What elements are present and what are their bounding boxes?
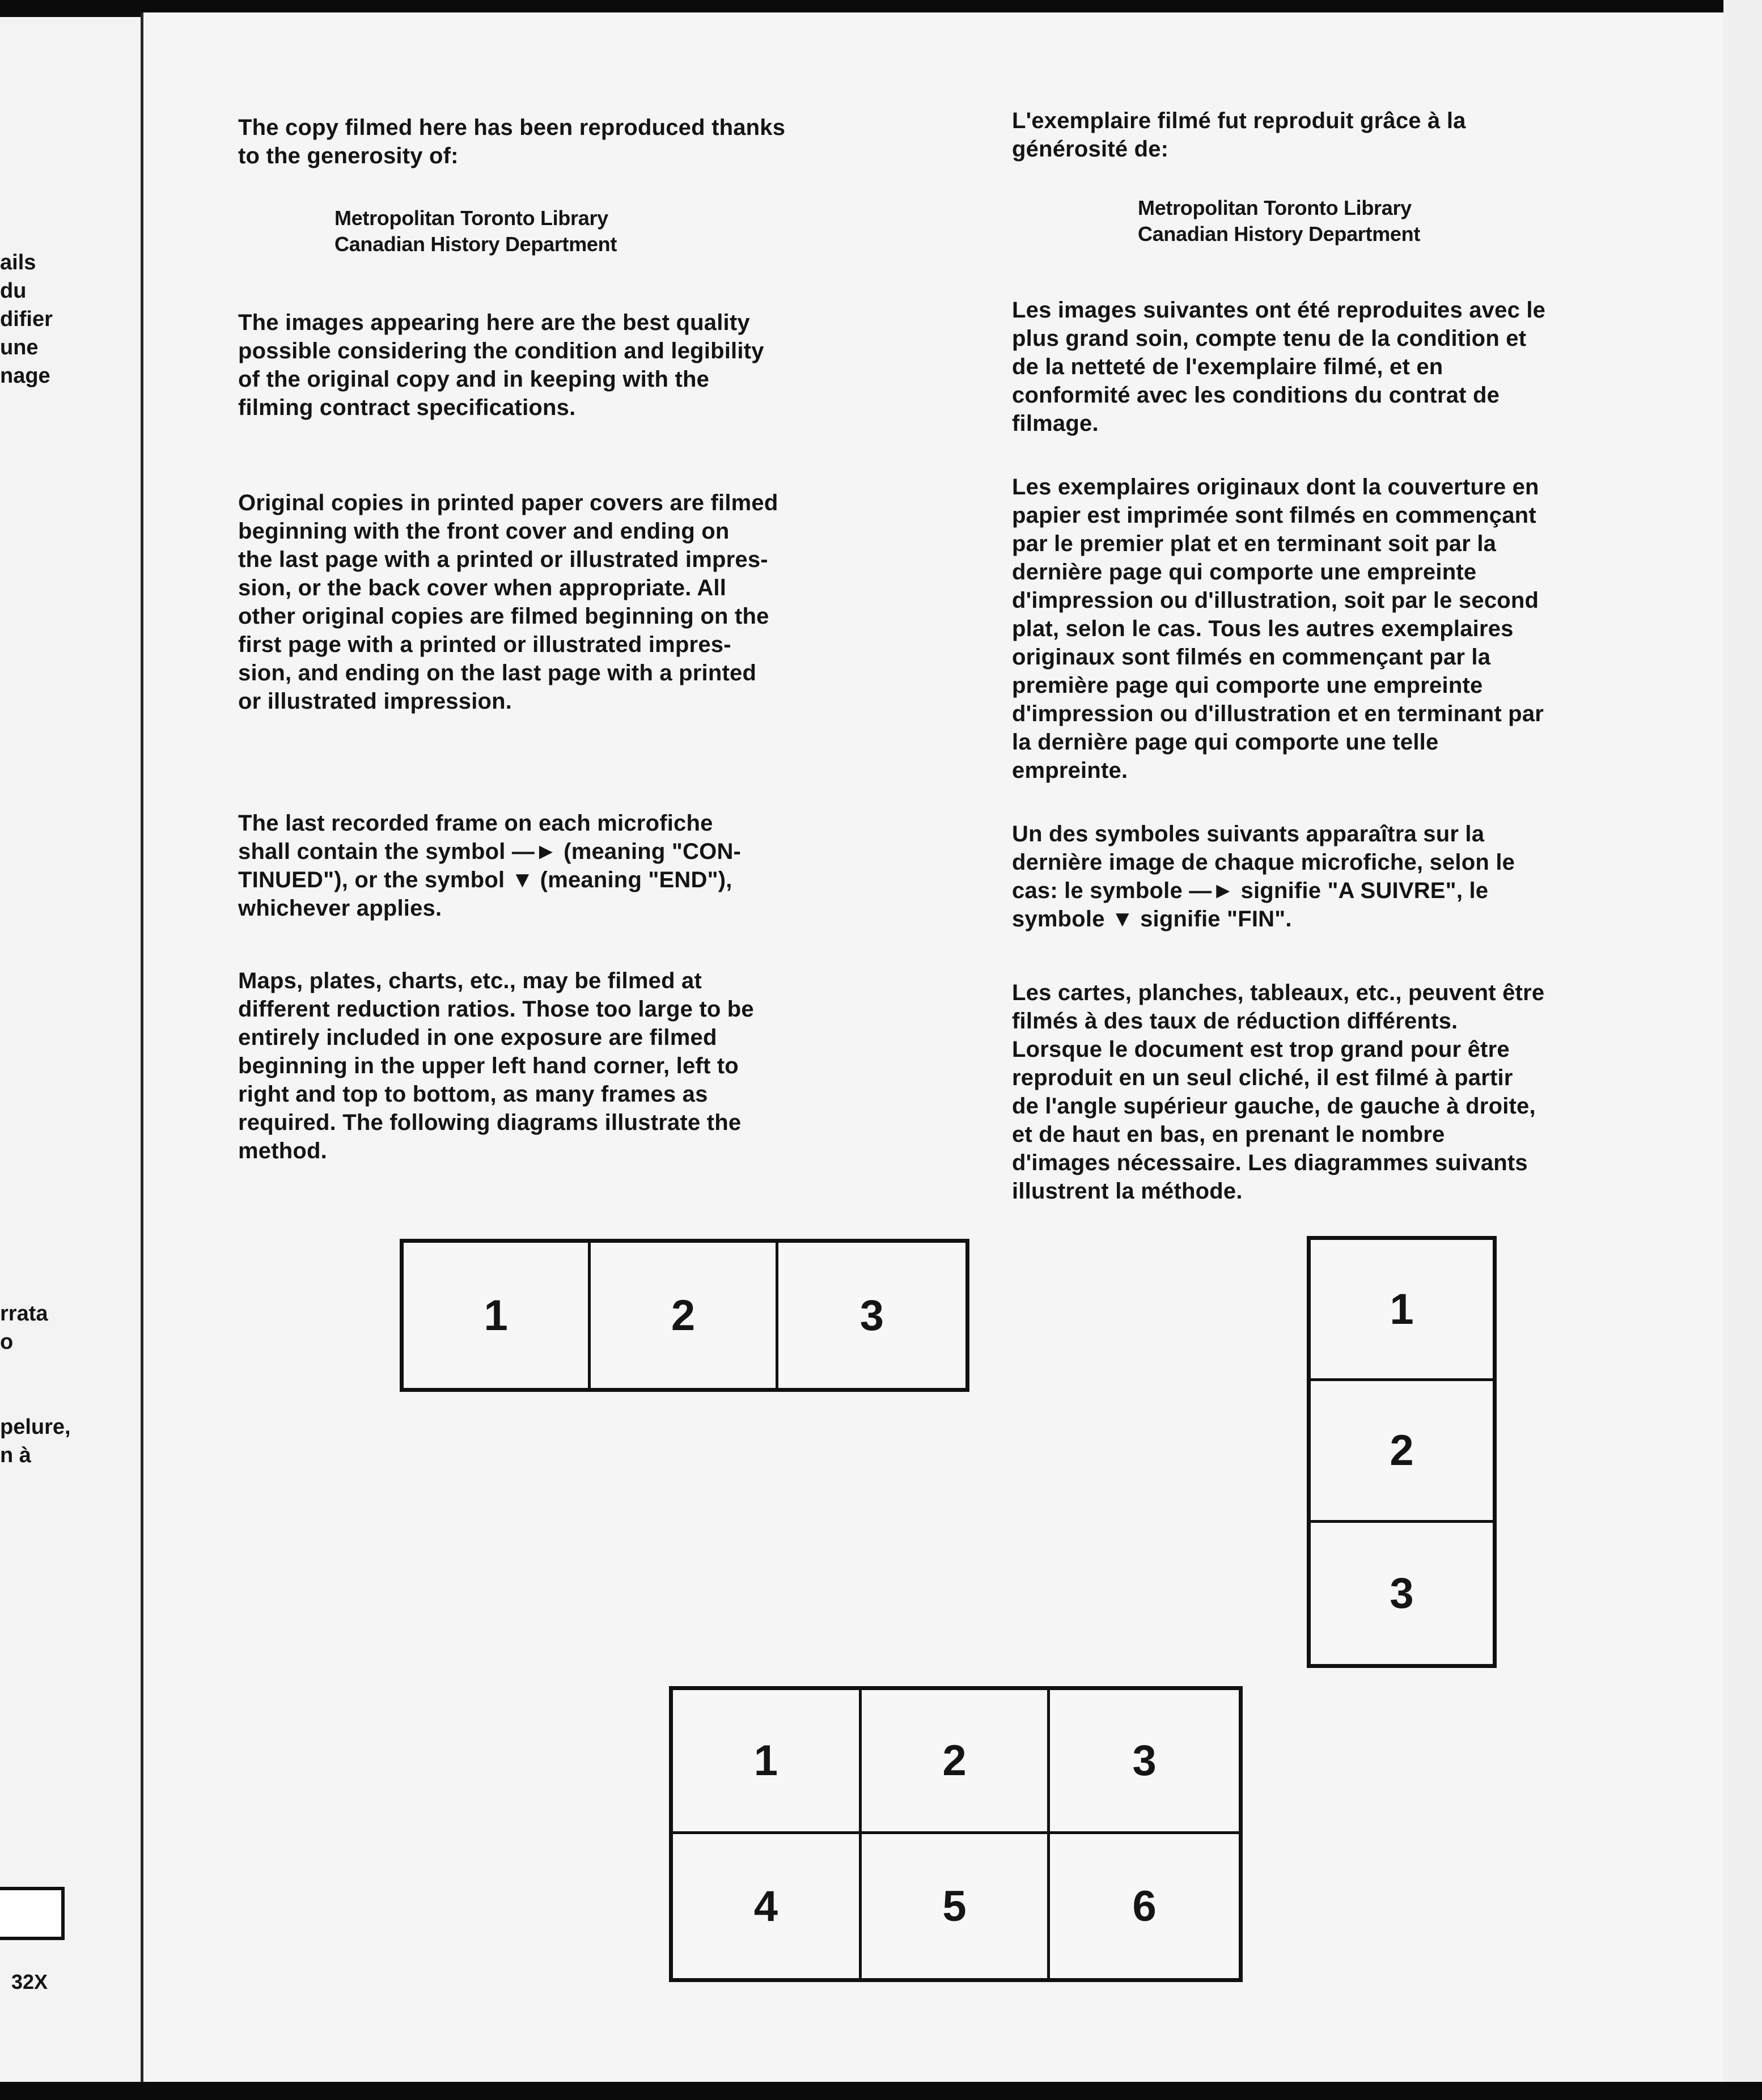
intro-text: L'exemplaire filmé fut reproduit grâce à la générosité de: xyxy=(1012,108,1466,162)
fragment-text: pelure, xyxy=(0,1415,71,1439)
library-name: Metropolitan Toronto Library Canadian History Department xyxy=(1138,196,1421,245)
intro-text: The copy filmed here has been reproduced thanks to the generosity of: xyxy=(238,115,786,168)
fragment-text: une xyxy=(0,336,39,359)
original-copies-text: Original copies in printed paper covers are filmed beginning with the front cover and ending on the last page with a printed or illustrated impres- sion, or the back cover when appropriate. All other original copies are filmed beginning on the first page with a printed or illustrated impres- sion, and ending on the last page with a printed or illustrated impression. xyxy=(238,490,778,714)
fragment-text: o xyxy=(0,1330,14,1354)
frame-cell: 5 xyxy=(862,1834,1051,1978)
reduction-label: 32X xyxy=(11,1970,48,1993)
film-border xyxy=(0,2082,1762,2100)
maps-text: Maps, plates, charts, etc., may be filmed at different reduction ratios. Those too large to be entirely included in one exposure are filmed beginning in the upper left hand corner, left to right and top to bottom, as many frames as required. The following diagrams illustrate the method. xyxy=(238,968,754,1163)
resolution-target-box xyxy=(0,1887,65,1940)
library-name: Metropolitan Toronto Library Canadian History Department xyxy=(334,206,617,256)
english-column xyxy=(238,113,918,1165)
left-page-fragment xyxy=(0,17,145,2089)
frame-cell: 2 xyxy=(1311,1381,1493,1522)
frame-cell: 3 xyxy=(859,1291,884,1340)
frame-cell: 3 xyxy=(1390,1569,1414,1618)
frame-cell: 2 xyxy=(862,1690,1051,1834)
frame-cell: 1 xyxy=(404,1243,591,1388)
fragment-text: n à xyxy=(0,1443,31,1467)
images-quality-text: The images appearing here are the best quality possible considering the condition and legibility of the original copy and in keeping with the filming contract specifications. xyxy=(238,310,764,420)
last-frame-text: The last recorded frame on each microfiche shall contain the symbol —► (meaning "CON- TINUED"), or the symbol ▼ (meaning "END"), whichever applies. xyxy=(238,811,742,921)
diagram-grid-frames xyxy=(669,1686,1243,1982)
last-frame-text: Un des symboles suivants apparaîtra sur la dernière image de chaque microfiche, selon le cas: le symbole —► signifie "A SUIVRE", le symbole ▼ signifie "FIN". xyxy=(1012,822,1515,932)
fragment-text: nage xyxy=(0,364,50,388)
french-column xyxy=(1012,107,1704,1205)
images-quality-text: Les images suivantes ont été reproduites avec le plus grand soin, compte tenu de la condition et de la netteté de l'exemplaire filmé, et en conformité avec les conditions du contrat de filmage. xyxy=(1012,298,1546,436)
frame-cell: 3 xyxy=(1050,1690,1239,1834)
fragment-text: ails xyxy=(0,251,36,274)
frame-cell: 4 xyxy=(673,1834,862,1978)
original-copies-text: Les exemplaires originaux dont la couverture en papier est imprimée sont filmés en commençant par le premier plat et en terminant soit par la dernière page qui comporte une empreinte d'impression ou d'illustration, soit par le second plat, selon le cas. Tous les autres exemplaires originaux sont filmés en commençant par la première page qui comporte une empreinte d'impression ou d'illustration et en terminant par la dernière page qui comporte une telle empreinte. xyxy=(1012,475,1544,783)
fragment-text: du xyxy=(0,279,27,303)
fragment-text: rrata xyxy=(0,1302,48,1326)
right-page-edge xyxy=(1723,0,1762,2100)
diagram-vertical-frames xyxy=(1307,1236,1497,1668)
maps-text: Les cartes, planches, tableaux, etc., peuvent être filmés à des taux de réduction différents. Lorsque le document est trop grand pour être reproduit en un seul cliché, il est filmé à partir de l'angle supérieur gauche, de gauche à droite, et de haut en bas, en prenant le nombre d'images nécessaire. Les diagrammes suivants illustrent la méthode. xyxy=(1012,980,1545,1204)
frame-cell: 2 xyxy=(591,1243,778,1388)
frame-cell: 1 xyxy=(673,1690,862,1834)
frame-cell: 6 xyxy=(1132,1882,1157,1930)
fragment-text: difier xyxy=(0,307,53,331)
diagram-horizontal-frames xyxy=(400,1239,969,1392)
frame-cell: 1 xyxy=(1311,1240,1493,1381)
